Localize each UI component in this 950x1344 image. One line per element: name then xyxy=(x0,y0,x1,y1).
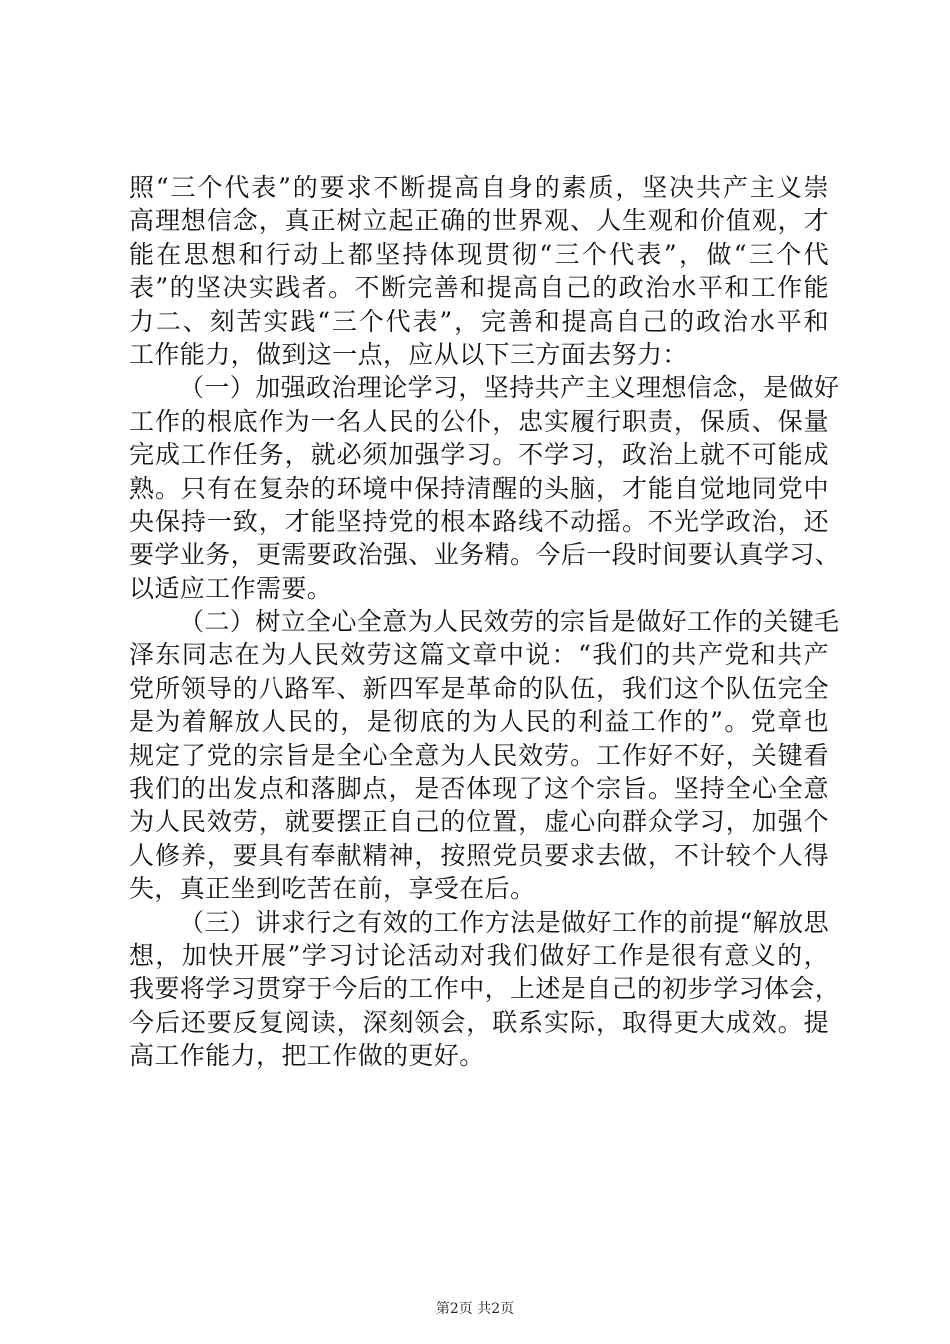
text-line: 失，真正坐到吃苦在前，享受在后。 xyxy=(129,874,536,904)
text-line: 照“三个代表”的要求不断提高自身的素质，坚决共产主义崇 xyxy=(129,173,829,202)
text-line: 要学业务，更需要政治强、业务精。今后一段时间要认真学习、 xyxy=(129,540,841,570)
text-line: 熟。只有在复杂的环境中保持清醒的头脑，才能自觉地同党中 xyxy=(129,473,829,503)
text-line: 是为着解放人民的，是彻底的为人民的利益工作的”。党章也 xyxy=(129,707,829,737)
text-line: 高理想信念，真正树立起正确的世界观、人生观和价值观，才 xyxy=(129,206,829,236)
text-line: 党所领导的八路军、新四军是革命的队伍，我们这个队伍完全 xyxy=(129,673,829,703)
text-line: 表”的坚决实践者。不断完善和提高自己的政治水平和工作能 xyxy=(129,273,829,303)
text-line: 规定了党的宗旨是全心全意为人民效劳。工作好不好，关键看 xyxy=(129,740,829,770)
paragraph-start-line: （三）讲求行之有效的工作方法是做好工作的前提“解放思 xyxy=(179,907,829,937)
text-line: 泽东同志在为人民效劳这篇文章中说：“我们的共产党和共产 xyxy=(129,640,829,670)
text-line: 想，加快开展”学习讨论活动对我们做好工作是很有意义的， xyxy=(129,940,829,970)
page-number-footer: 第2页 共2页 xyxy=(435,1301,515,1317)
text-line: 力二、刻苦实践“三个代表”，完善和提高自己的政治水平和 xyxy=(129,306,829,336)
text-line: 我们的出发点和落脚点，是否体现了这个宗旨。坚持全心全意 xyxy=(129,774,829,804)
paragraph-start-line: （二）树立全心全意为人民效劳的宗旨是做好工作的关键毛 xyxy=(179,607,840,637)
text-line: 我要将学习贯穿于今后的工作中，上述是自己的初步学习体会， xyxy=(129,974,841,1004)
text-line: 工作的根底作为一名人民的公仆，忠实履行职责，保质、保量 xyxy=(129,406,829,436)
text-line: 为人民效劳，就要摆正自己的位置，虚心向群众学习，加强个 xyxy=(129,807,829,837)
text-line: 高工作能力，把工作做的更好。 xyxy=(129,1041,485,1071)
text-line: 完成工作任务，就必须加强学习。不学习，政治上就不可能成 xyxy=(129,440,829,470)
document-body xyxy=(129,171,841,1073)
text-line: 工作能力，做到这一点，应从以下三方面去努力： xyxy=(129,339,688,369)
text-line: 能在思想和行动上都坚持体现贯彻“三个代表”，做“三个代 xyxy=(129,239,829,269)
text-line: 央保持一致，才能坚持党的根本路线不动摇。不光学政治，还 xyxy=(129,506,829,536)
text-line: 人修养，要具有奉献精神，按照党员要求去做，不计较个人得 xyxy=(129,840,829,870)
paragraph-start-line: （一）加强政治理论学习，坚持共产主义理想信念，是做好 xyxy=(179,373,840,403)
text-line: 今后还要反复阅读，深刻领会，联系实际，取得更大成效。提 xyxy=(129,1007,829,1037)
text-line: 以适应工作需要。 xyxy=(129,573,333,603)
